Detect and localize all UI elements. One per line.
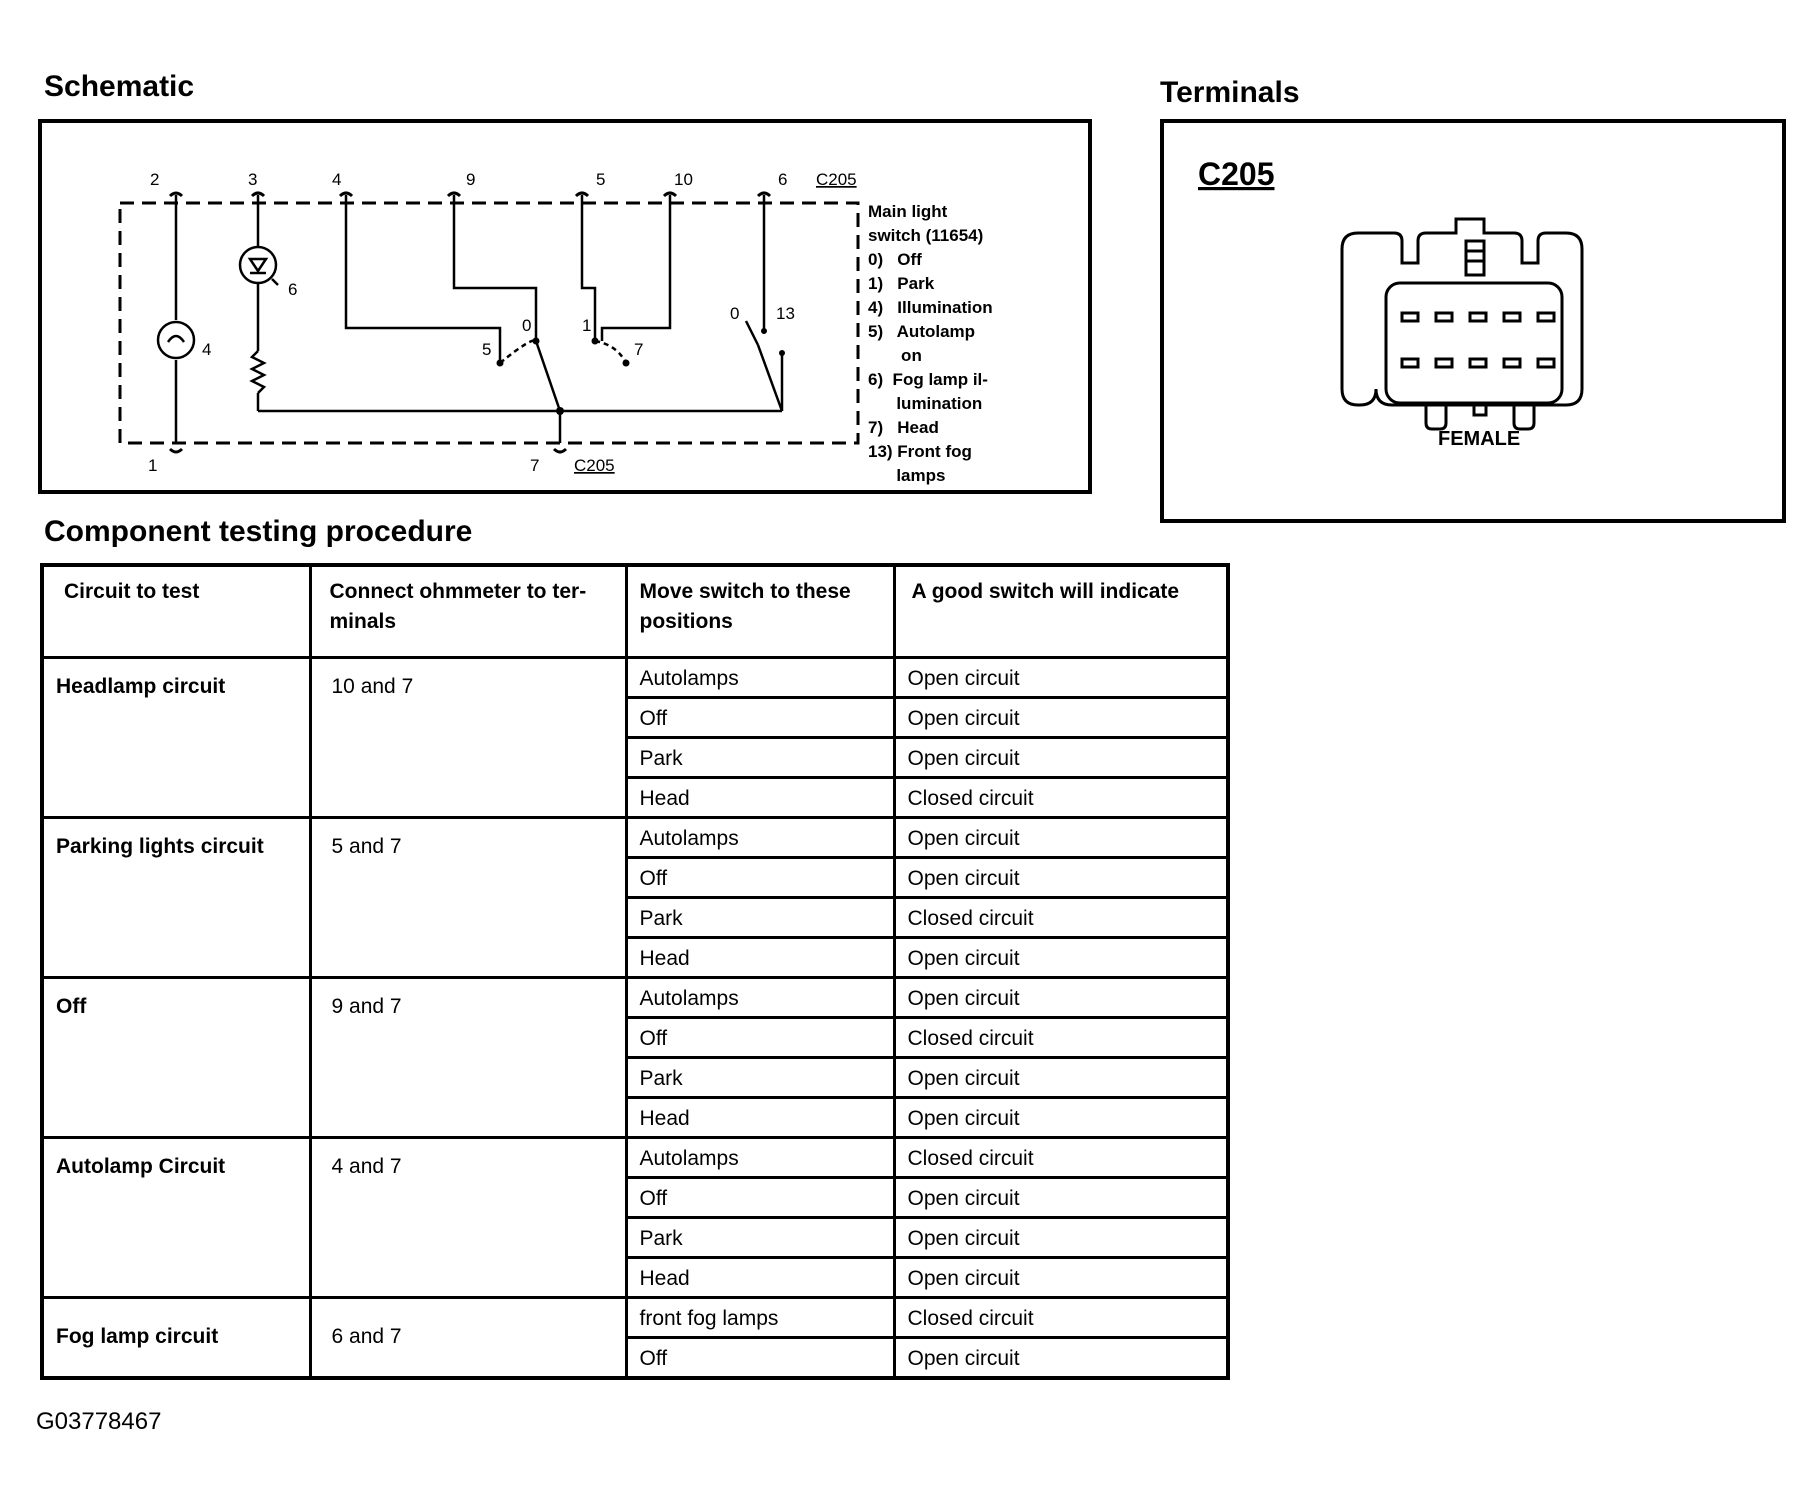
circuit-name: Autolamp Circuit	[42, 1137, 310, 1297]
svg-text:5) Autolamp: 5) Autolamp	[868, 322, 976, 341]
connector-label-top: C205	[816, 170, 857, 189]
connector-name: C205	[1198, 156, 1275, 192]
connector-face-icon	[1342, 219, 1582, 429]
switch-position: Park	[626, 897, 894, 937]
fog-pos-0-label: 0	[730, 304, 740, 323]
gender-label: FEMALE	[1438, 428, 1521, 450]
figure-id: G03778467	[36, 1408, 162, 1435]
circuit-name: Parking lights circuit	[42, 817, 310, 977]
pin-10-label: 10	[674, 170, 693, 189]
expected-result: Closed circuit	[894, 1297, 1228, 1337]
switch-position: Park	[626, 1217, 894, 1257]
pin-6-label: 6	[778, 170, 788, 189]
svg-text:6) Fog lamp il-: 6) Fog lamp il-	[868, 370, 988, 389]
expected-result: Open circuit	[894, 857, 1228, 897]
switch-pos-1-label: 1	[582, 316, 592, 335]
switch-position: Off	[626, 1017, 894, 1057]
schematic-diagram	[42, 123, 1088, 490]
svg-text:1) Park: 1) Park	[868, 274, 935, 293]
table-row	[42, 1297, 1228, 1337]
svg-text:13) Front fog: 13) Front fog	[868, 442, 972, 461]
switch-position: Park	[626, 737, 894, 777]
top-terminals	[170, 193, 770, 196]
switch-position: Head	[626, 1097, 894, 1137]
ohmmeter-terminals: 5 and 7	[310, 817, 626, 977]
column-header: Connect ohmmeter to ter- minals	[310, 565, 626, 657]
table-row	[42, 817, 1228, 857]
column-header: A good switch will indicate	[894, 565, 1228, 657]
expected-result: Open circuit	[894, 657, 1228, 697]
switch-position: Autolamps	[626, 977, 894, 1017]
svg-text:on: on	[868, 346, 922, 365]
terminals-heading: Terminals	[1160, 76, 1300, 109]
expected-result: Closed circuit	[894, 777, 1228, 817]
lamp-6-label: 6	[288, 280, 298, 299]
pin-2-label: 2	[150, 170, 160, 189]
switch-position: Head	[626, 777, 894, 817]
ohmmeter-terminals: 10 and 7	[310, 657, 626, 817]
switch-position: Park	[626, 1057, 894, 1097]
wiring	[176, 195, 782, 443]
switch-pos-7-label: 7	[634, 340, 644, 359]
switch-position: Autolamps	[626, 657, 894, 697]
fog-pos-13-label: 13	[776, 304, 795, 323]
expected-result: Open circuit	[894, 1217, 1228, 1257]
bottom-terminals	[170, 449, 566, 452]
expected-result: Open circuit	[894, 1057, 1228, 1097]
illumination-lamp-icon	[158, 322, 194, 358]
circuit-name: Off	[42, 977, 310, 1137]
svg-text:Main light: Main light	[868, 202, 948, 221]
switch-position: Head	[626, 1257, 894, 1297]
schematic-frame	[38, 119, 1092, 494]
expected-result: Open circuit	[894, 977, 1228, 1017]
column-header: Circuit to test	[42, 565, 310, 657]
switch-position: Autolamps	[626, 817, 894, 857]
expected-result: Open circuit	[894, 737, 1228, 777]
expected-result: Open circuit	[894, 1097, 1228, 1137]
expected-result: Closed circuit	[894, 1137, 1228, 1177]
pin-1-label: 1	[148, 456, 158, 475]
switch-pos-0-label: 0	[522, 316, 532, 335]
table-row	[42, 657, 1228, 697]
switch-legend	[868, 202, 993, 485]
table-row	[42, 977, 1228, 1017]
expected-result: Open circuit	[894, 937, 1228, 977]
terminal-cavities	[1402, 313, 1554, 367]
pin-5-label: 5	[596, 170, 606, 189]
expected-result: Open circuit	[894, 697, 1228, 737]
connector-label-bottom: C205	[574, 456, 615, 475]
pin-3-label: 3	[248, 170, 258, 189]
lamp-4-label: 4	[202, 340, 212, 359]
switch-pos-5-label: 5	[482, 340, 492, 359]
circuit-name: Headlamp circuit	[42, 657, 310, 817]
expected-result: Open circuit	[894, 1337, 1228, 1378]
expected-result: Closed circuit	[894, 897, 1228, 937]
ohmmeter-terminals: 4 and 7	[310, 1137, 626, 1297]
procedure-heading: Component testing procedure	[44, 515, 473, 548]
pin-7-label: 7	[530, 456, 540, 475]
pin-4-label: 4	[332, 170, 342, 189]
terminals-frame	[1160, 119, 1786, 523]
pin-9-label: 9	[466, 170, 476, 189]
ohmmeter-terminals: 9 and 7	[310, 977, 626, 1137]
svg-text:4) Illumination: 4) Illumination	[868, 298, 993, 317]
table-row	[42, 1137, 1228, 1177]
switch-position: Off	[626, 1337, 894, 1378]
switch-position: Off	[626, 857, 894, 897]
svg-text:lamps: lamps	[868, 466, 946, 485]
svg-text:0) Off: 0) Off	[868, 250, 922, 269]
switch-position: Autolamps	[626, 1137, 894, 1177]
expected-result: Open circuit	[894, 1177, 1228, 1217]
svg-text:lumination: lumination	[868, 394, 983, 413]
expected-result: Closed circuit	[894, 1017, 1228, 1057]
ohmmeter-terminals: 6 and 7	[310, 1297, 626, 1378]
switch-position: Off	[626, 1177, 894, 1217]
svg-text:switch (11654): switch (11654)	[868, 226, 984, 245]
schematic-heading: Schematic	[44, 70, 195, 103]
procedure-table	[40, 563, 1230, 1380]
led-lamp-icon	[240, 247, 278, 285]
switch-position: Head	[626, 937, 894, 977]
table-header-row	[42, 565, 1228, 657]
connector-view	[1164, 123, 1782, 519]
column-header: Move switch to these positions	[626, 565, 894, 657]
expected-result: Open circuit	[894, 1257, 1228, 1297]
expected-result: Open circuit	[894, 817, 1228, 857]
circuit-name: Fog lamp circuit	[42, 1297, 310, 1378]
switch-position: front fog lamps	[626, 1297, 894, 1337]
switch-position: Off	[626, 697, 894, 737]
svg-text:7) Head: 7) Head	[868, 418, 939, 437]
